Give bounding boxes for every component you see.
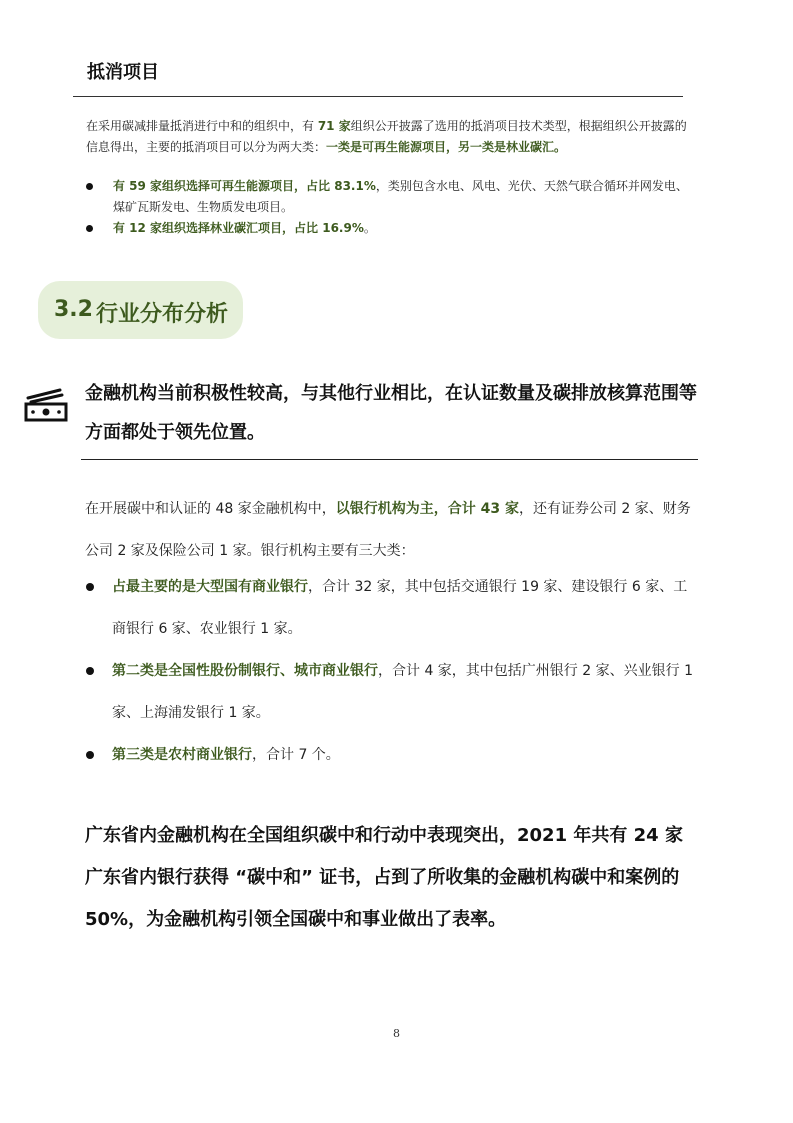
bullet-text: ，合计 7 个。 xyxy=(252,747,340,763)
finance-lead-statement: 金融机构当前积极性较高，与其他行业相比，在认证数量及碳排放核算范围等方面都处于领先位置。 xyxy=(85,383,697,443)
lead-divider xyxy=(81,459,698,460)
bullet-icon xyxy=(86,751,94,759)
bullet-bold: 第三类是农村商业银行 xyxy=(112,747,252,763)
money-bill-icon xyxy=(24,388,68,422)
offset-intro-paragraph xyxy=(86,116,690,158)
bullet-bold: 第二类是全国性股份制银行、城市商业银行 xyxy=(112,663,378,679)
bank-bullet-list xyxy=(85,566,695,776)
bullet-text: ，合计 32 家，其中包括交通银行 19 家、建设银行 6 家、工商银行 6 家、农业银行 1 家。 xyxy=(112,579,688,637)
bullet-bold: 占最主要的是大型国有商业银行 xyxy=(112,579,308,595)
offset-intro-text-2: 组织公开披露了选用的抵消项目技术类型，根据组织公开披露的信息得出，主要的抵消项目可以分为两大类： xyxy=(86,119,687,154)
finance-intro-highlight: 以银行机构为主，合计 43 家 xyxy=(335,501,519,517)
page-number: 8 xyxy=(393,1027,400,1040)
section-title: 行业分布分析 xyxy=(96,302,229,327)
finance-intro-paragraph xyxy=(85,488,695,572)
heading-divider xyxy=(73,96,683,97)
bullet-text: ，类别包含水电、风电、光伏、天然气联合循环并网发电、煤矿瓦斯发电、生物质发电项目。 xyxy=(113,179,688,214)
finance-intro-text-1: 在开展碳中和认证的 48 家金融机构中， xyxy=(85,501,336,517)
bullet-icon xyxy=(86,183,93,190)
bullet-icon xyxy=(86,583,94,591)
offset-bullet-list xyxy=(86,176,690,239)
list-item xyxy=(85,734,695,776)
closing-statement: 广东省内金融机构在全国组织碳中和行动中表现突出，2021 年共有 24 家广东省内银行获得 “碳中和” 证书，占到了所收集的金融机构碳中和案例的 50%，为金融机构引领全国碳中和事业做出了表率。 xyxy=(85,825,683,930)
bullet-icon xyxy=(86,225,93,232)
bullet-text: 。 xyxy=(363,221,376,235)
bullet-text: ，合计 4 家，其中包括广州银行 2 家、兴业银行 1 家、上海浦发银行 1 家。 xyxy=(112,663,693,721)
offset-projects-heading: 抵消项目 xyxy=(87,62,159,83)
list-item xyxy=(86,218,690,239)
bullet-icon xyxy=(86,667,94,675)
section-number: 3.2 xyxy=(54,297,93,322)
list-item xyxy=(86,176,690,218)
finance-intro-text-2: ，还有证券公司 2 家、财务公司 2 家及保险公司 1 家。银行机构主要有三大类： xyxy=(85,501,691,559)
bullet-bold: 有 59 家组织选择可再生能源项目，占比 83.1% xyxy=(113,179,376,193)
offset-intro-count: 71 家 xyxy=(317,119,351,133)
list-item xyxy=(85,650,695,734)
offset-intro-highlight: 一类是可再生能源项目，另一类是林业碳汇。 xyxy=(326,140,567,154)
list-item xyxy=(85,566,695,650)
bullet-bold: 有 12 家组织选择林业碳汇项目，占比 16.9% xyxy=(113,221,364,235)
offset-intro-text-1: 在采用碳减排量抵消进行中和的组织中，有 xyxy=(86,119,318,133)
